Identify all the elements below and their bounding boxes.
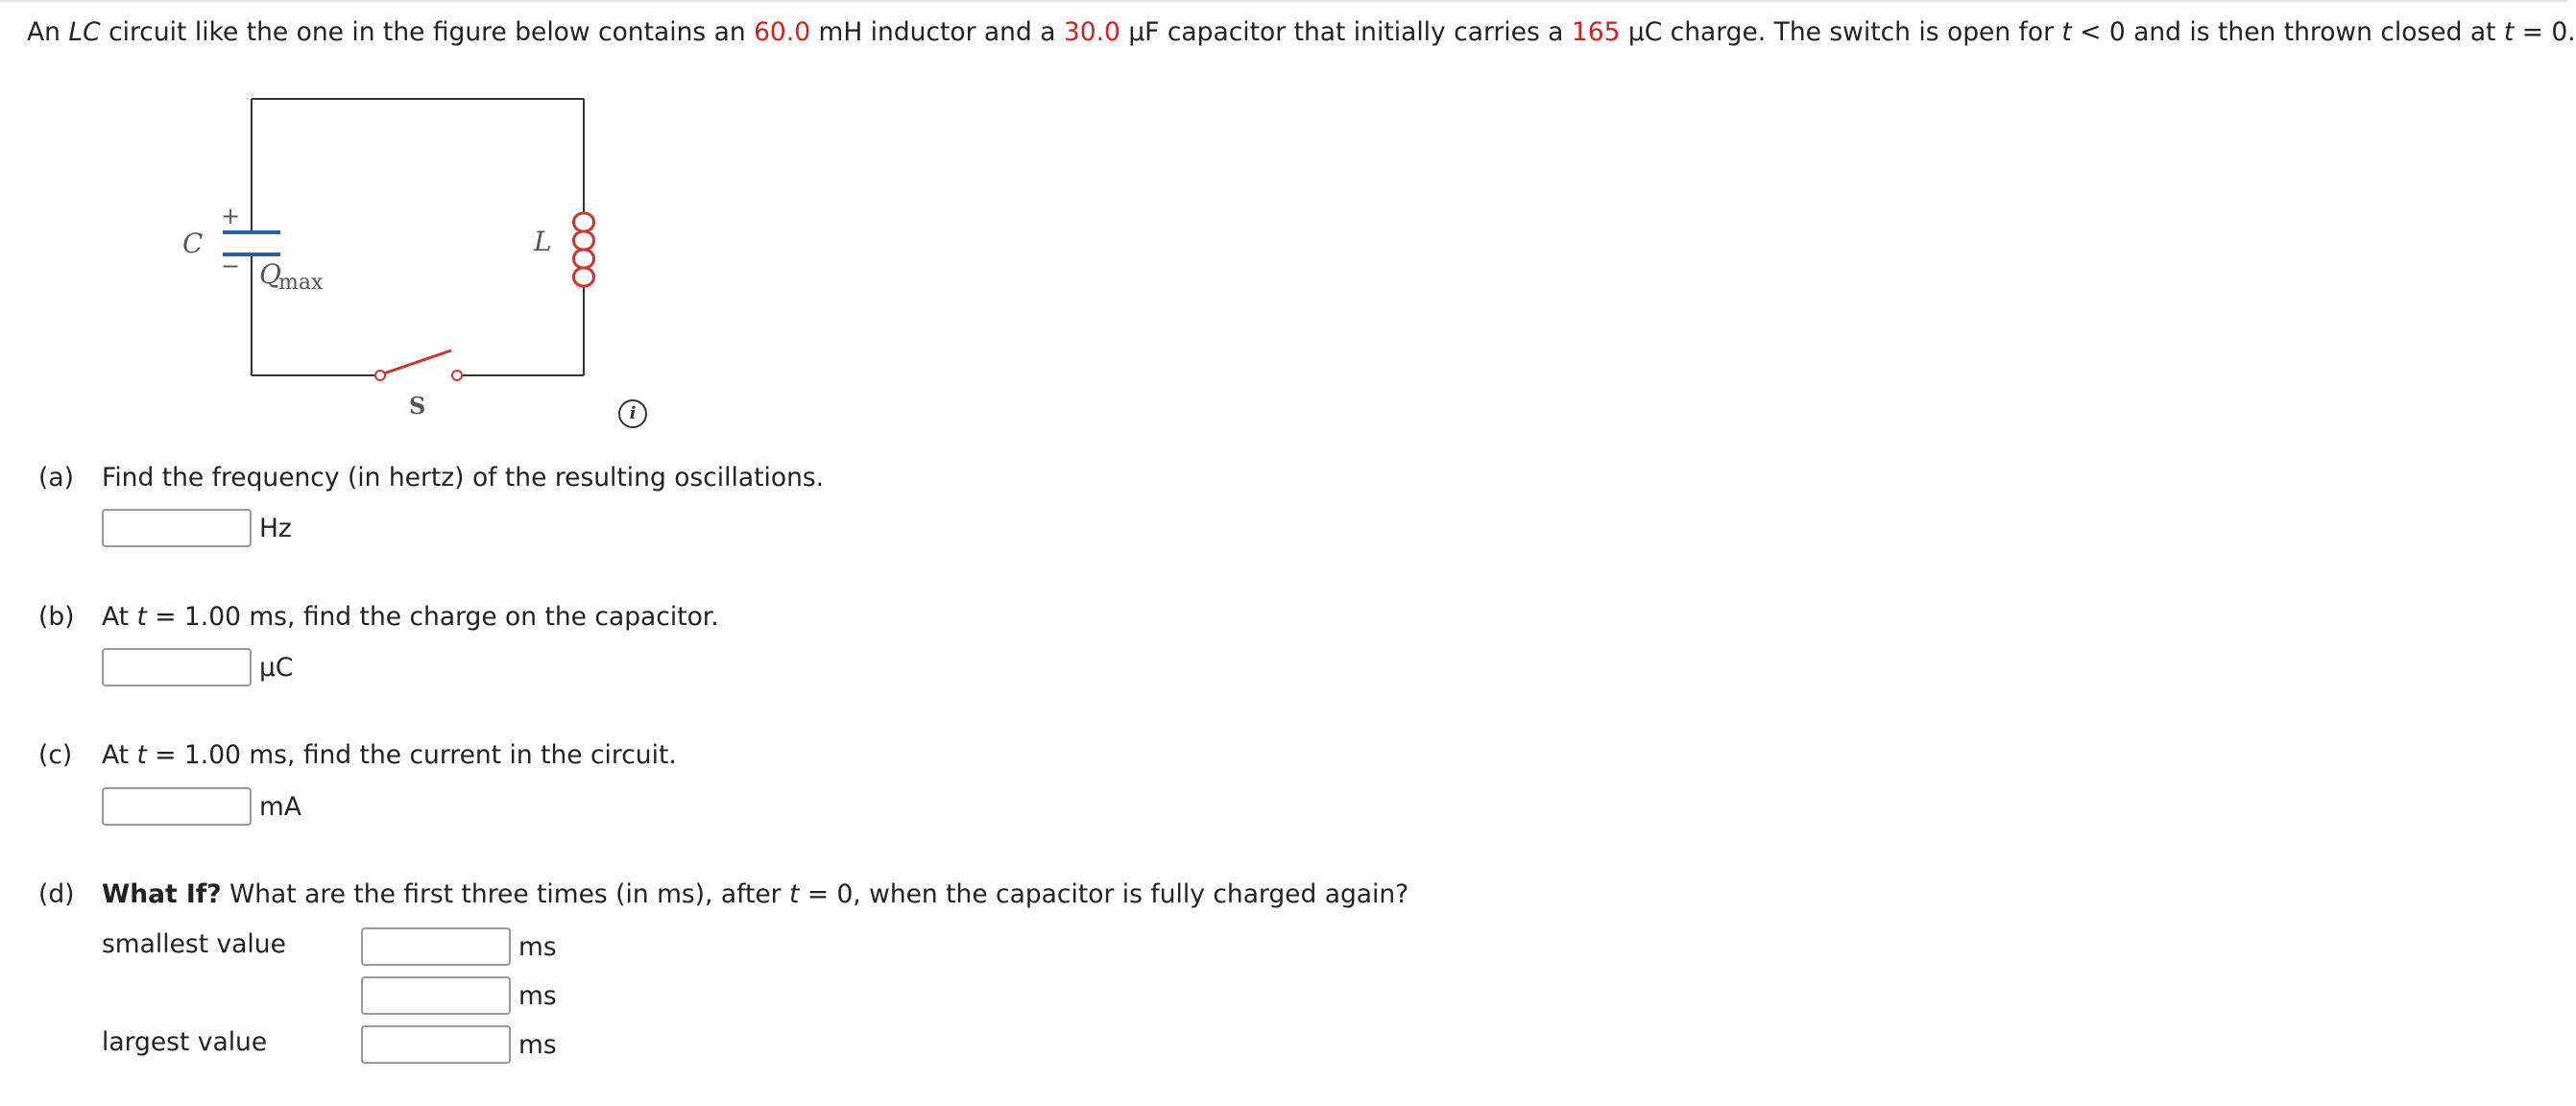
- answer-row-a: [102, 507, 292, 549]
- problem-statement: [27, 13, 2576, 52]
- question-letter: (a): [38, 463, 74, 493]
- unit-label: ms: [518, 1029, 557, 1060]
- switch-label: S: [409, 392, 426, 420]
- question-letter: (b): [38, 602, 75, 632]
- intro-text: = 0.: [2514, 17, 2576, 47]
- what-if-label: What If?: [102, 879, 222, 909]
- answer-row-b: [102, 646, 293, 688]
- info-icon[interactable]: i: [618, 399, 647, 428]
- intro-text: μC charge. The switch is open for: [1620, 17, 2062, 47]
- answer-input-b[interactable]: [102, 648, 252, 686]
- time-variable: t: [2503, 17, 2515, 47]
- intro-text: < 0 and is then thrown closed at: [2071, 17, 2504, 47]
- charge-label-subscript: max: [278, 271, 324, 295]
- switch-contact-left: [375, 371, 385, 380]
- minus-sign: −: [221, 252, 241, 279]
- question-text: Find the frequency (in hertz) of the resulting oscillations.: [102, 463, 825, 493]
- switch-arm: [378, 350, 451, 375]
- intro-text: circuit like the one in the figure below contains an: [100, 17, 755, 47]
- time-variable: t: [789, 879, 800, 909]
- question-letter: (d): [38, 879, 75, 909]
- time-variable: t: [136, 740, 147, 770]
- capacitor-label: C: [182, 228, 204, 259]
- intro-text: mH inductor and a: [810, 17, 1064, 47]
- lc-circuit-figure: [163, 82, 682, 446]
- inductor-label: L: [534, 226, 552, 257]
- time-variable: t: [136, 602, 147, 632]
- question-text: At: [102, 602, 137, 632]
- answer-input-d2[interactable]: [361, 976, 511, 1015]
- question-text: What are the first three times (in ms), after: [221, 879, 789, 909]
- intro-text: An: [27, 17, 69, 47]
- question-text: At: [102, 740, 137, 770]
- lc-label: LC: [68, 17, 101, 47]
- question-c: [38, 738, 677, 773]
- answer-row-d1: [361, 926, 557, 968]
- inductance-value: 60.0: [754, 17, 811, 47]
- top-divider: [0, 0, 2567, 2]
- question-text: = 1.00 ms, find the charge on the capacitor.: [146, 602, 719, 632]
- unit-label: mA: [259, 791, 301, 822]
- question-text: = 0, when the capacitor is fully charged again?: [799, 879, 1409, 909]
- question-d: [38, 878, 1408, 912]
- question-text: = 1.00 ms, find the current in the circuit.: [146, 740, 677, 770]
- unit-label: Hz: [259, 513, 292, 543]
- answer-input-a[interactable]: [102, 509, 252, 547]
- unit-label: ms: [518, 980, 557, 1011]
- question-a: [38, 461, 824, 495]
- largest-value-label: largest value: [102, 1027, 268, 1057]
- intro-text: μF capacitor that initially carries a: [1119, 17, 1572, 47]
- answer-row-d3: [361, 1023, 557, 1066]
- answer-row-d2: [361, 974, 557, 1017]
- smallest-value-label: smallest value: [102, 929, 286, 959]
- answer-input-d3[interactable]: [361, 1025, 511, 1064]
- time-variable: t: [2061, 17, 2072, 47]
- answer-input-d1[interactable]: [361, 927, 511, 966]
- answer-input-c[interactable]: [102, 787, 252, 826]
- charge-value: 165: [1571, 17, 1621, 47]
- answer-row-c: [102, 785, 301, 828]
- question-b: [38, 600, 719, 635]
- unit-label: ms: [518, 931, 557, 962]
- plus-sign: +: [221, 203, 241, 229]
- capacitance-value: 30.0: [1063, 17, 1120, 47]
- inductor-coil: [574, 213, 594, 286]
- charge-label-q: Q: [259, 258, 281, 290]
- question-letter: (c): [38, 740, 73, 770]
- unit-label: μC: [259, 652, 294, 683]
- switch-contact-right: [452, 371, 462, 380]
